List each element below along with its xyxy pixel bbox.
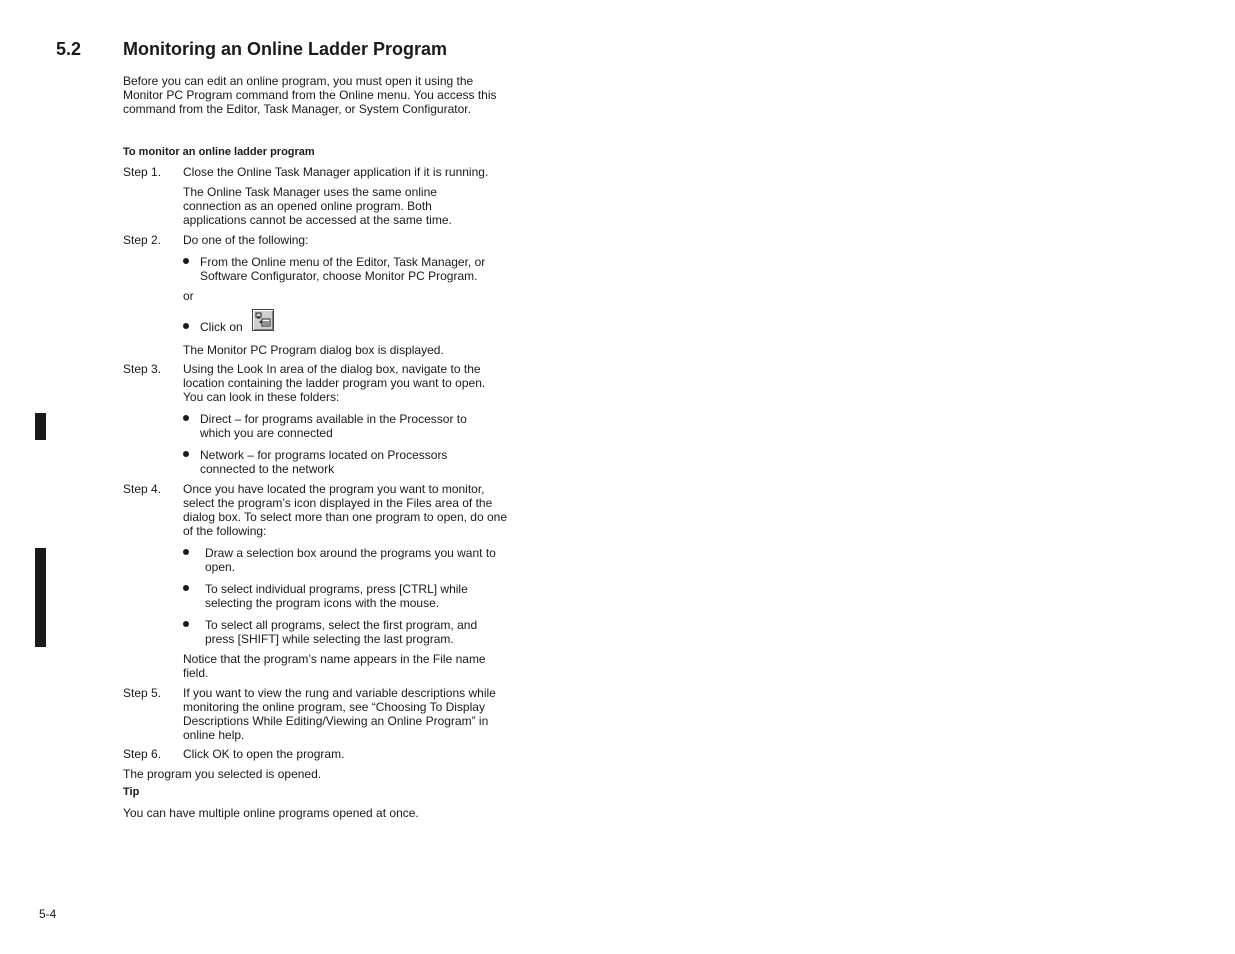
- section-title: Monitoring an Online Ladder Program: [123, 39, 448, 59]
- step-6-text: Click OK to open the program.: [183, 747, 345, 761]
- step-6-label: Step 6.: [123, 747, 162, 761]
- step-1-note: The Online Task Manager uses the same online connection as an opened online program. Both applications cannot be accessed at the same time.: [183, 185, 452, 227]
- procedure-heading: To monitor an online ladder program: [123, 146, 315, 158]
- change-bar: [35, 413, 46, 440]
- bullet-icon: [183, 323, 189, 329]
- bullet-icon: [183, 549, 189, 555]
- step-2-label: Step 2.: [123, 233, 162, 247]
- step-1-text: Close the Online Task Manager application if it is running.: [183, 165, 489, 179]
- step-4-bullet-1: Draw a selection box around the programs you want to open.: [205, 546, 496, 574]
- tip-label: Tip: [123, 786, 140, 798]
- page-number: 5-4: [39, 907, 57, 921]
- step-2-result: The Monitor PC Program dialog box is displayed.: [183, 343, 444, 357]
- intro-paragraph: Before you can edit an online program, you must open it using the Monitor PC Program command from the Online menu. You access this command from the Editor, Task Manager, or System Configurator.: [123, 74, 497, 116]
- step-3-text: Using the Look In area of the dialog box, navigate to the location containing the ladder program you want to open. You can look in these folders:: [183, 362, 486, 404]
- step-3-bullet-2: Network – for programs located on Processors connected to the network: [200, 448, 448, 476]
- step-2-bullet-1: From the Online menu of the Editor, Task Manager, or Software Configurator, choose Monitor PC Program.: [200, 255, 486, 283]
- step-1-label: Step 1.: [123, 165, 162, 179]
- monitor-pc-program-icon[interactable]: [252, 309, 274, 331]
- bullet-icon: [183, 585, 189, 591]
- conclusion-text: The program you selected is opened.: [123, 767, 322, 781]
- step-4-bullet-3: To select all programs, select the first program, and press [SHIFT] while selecting the last program.: [205, 618, 478, 646]
- step-4-note: Notice that the program’s name appears in the File name field.: [183, 652, 486, 680]
- bullet-icon: [183, 258, 189, 264]
- step-4-label: Step 4.: [123, 482, 162, 496]
- step-2-or: or: [183, 289, 194, 303]
- change-bar: [35, 548, 46, 647]
- bullet-icon: [183, 621, 189, 627]
- bullet-icon: [183, 451, 189, 457]
- step-3-bullet-1: Direct – for programs available in the Processor to which you are connected: [200, 412, 467, 440]
- step-4-bullet-2: To select individual programs, press [CTRL] while selecting the program icons with the mouse.: [205, 582, 468, 610]
- section-number: 5.2: [56, 39, 82, 59]
- step-3-label: Step 3.: [123, 362, 162, 376]
- step-2-text: Do one of the following:: [183, 233, 309, 247]
- step-4-text: Once you have located the program you want to monitor, select the program’s icon displayed in the Files area of the dialog box. To select more than one program to open, do one of the following:: [183, 482, 507, 538]
- step-5-label: Step 5.: [123, 686, 162, 700]
- bullet-icon: [183, 415, 189, 421]
- step-2-bullet-2: Click on: [200, 320, 243, 334]
- step-5-text: If you want to view the rung and variable descriptions while monitoring the online program, see “Choosing To Display Descriptions While Editing/Viewing an Online Program” in online help.: [183, 686, 496, 742]
- tip-text: You can have multiple online programs opened at once.: [123, 806, 419, 820]
